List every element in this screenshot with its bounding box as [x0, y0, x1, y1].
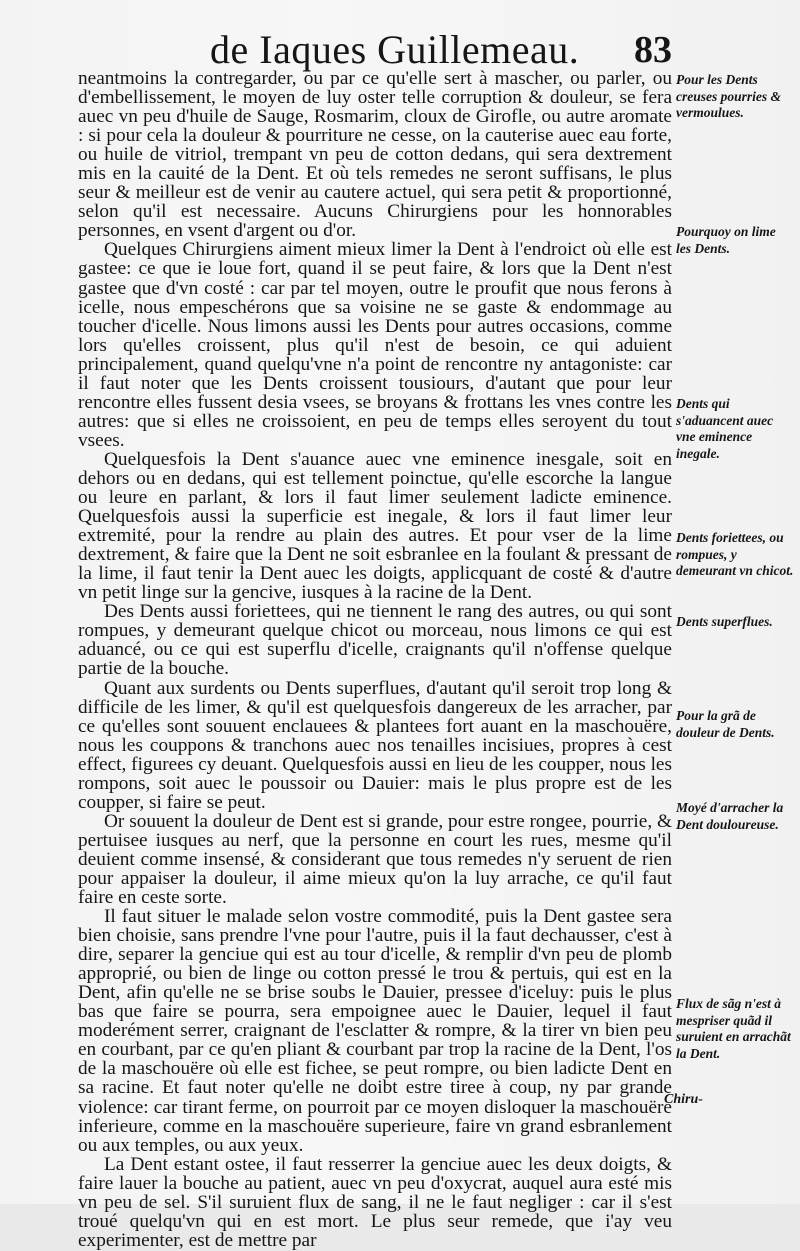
- paragraph-3: Quelquesfois la Dent s'auance auec vne eminence inesgale, soit en dehors ou en dedans, qui est tellement poinctue, qu'elle escorche la langue ou leure en parlant, & lors il faut limer seulement ladicte eminence. Quelquesfois aussi la superficie est inegale, & lors il faut limer leur extremité, pour la rendre au plain des autres. Et pour vser de la lime dextrement, & faire que la Dent ne soit esbranlee en la foulant & pressant de la lime, il faut tenir la Dent auec les doigts, applicquant de costé & d'autre vn petit linge sur la gencive, iusques à la racine de la Dent.: [78, 448, 672, 604]
- margin-note-uneven-teeth: Dents qui s'aduancent auec vne eminence inegale.: [676, 396, 774, 461]
- margin-note-toothache: Pour la grã de douleur de Dents.: [676, 708, 775, 740]
- paragraph-2: Quelques Chirurgiens aiment mieux limer la Dent à l'endroict où elle est gastee: ce que ie loue fort, quand il se peut faire, & lors que la Dent n'est gastee que d'vn costé : car par tel moyen, outre le proufit que nous ferons à icelle, nous empeschérons que sa voisine ne se gaste & endommage au toucher d'icelle. Nous limons aussi les Dents pour autres occasions, comme lors qu'elles croissent, plus qu'il n'est de besoin, ce qui aduient principalement, quand quelqu'vne n'a point de rencontre ny antagoniste: car il faut noter que les Dents croissent tousiours, d'autant que pour leur rencontre elles fussent desia vsees, se broyans & frottans les vnes contre les autres: que si elles ne croissoient, en peu de temps elles seroyent du tout vsees.: [78, 239, 672, 451]
- margin-note-extraction: Moyé d'arracher la Dent douloureuse.: [676, 800, 784, 832]
- paragraph-7: Il faut situer le malade selon vostre commodité, puis la Dent gastee sera bien choisie, sans prendre l'vne pour l'autre, puis il la faut dechausser, c'est à dire, separer la genciue qui est au tour d'icelle, & remplir d'vn peu de plomb approprié, ou bien de linge ou cotton pressé le trou & pertuis, qui est en la Dent, afin qu'elle ne se brise soubs le Dauier, pressee d'iceluy: puis le plus bas que faire se pourra, sera empoignee auec le Dauier, lequel il faut moderément serrer, craignant de l'esclatter & rompre, & la tirer vn bien peu en courbant, par ce qu'en pliant & courbant par trop la racine de la Dent, l'os de la maschouëre où elle est fichee, se peut rompre, ou bien ladicte Dent en sa racine. Et faut noter qu'elle ne doibt estre tiree à coup, ny par grande violence: car tirant ferme, on pourroit par ce moyen disloquer la maschouëre inferieure, comme en la maschouëre superieure, faire vn grand esbranlement ou aux temples, ou aux yeux.: [78, 906, 672, 1156]
- paragraph-8: La Dent estant ostee, il faut resserrer la genciue auec les deux doigts, & faire lauer la bouche au patient, auec vn peu d'oxycrat, auquel aura esté mis vn peu de sel. S'il suruient flux de sang, il ne le faut negliger : car il s'est troué quelqu'vn qui en est mort. Le plus seur remede, que i'ay veu experimenter, est de mettre par: [78, 1153, 672, 1251]
- catchword: Chiru-: [664, 1092, 703, 1107]
- page-number: 83: [634, 29, 672, 71]
- paragraph-5: Quant aux surdents ou Dents superflues, d'autant qu'il seroit trop long & difficile de les limer, & qu'il est quelquesfois dangereux de les arracher, par ce qu'elles sont souuent enclauees & plantees fort auant en la maschouëre, nous les couppons & tranchons auec nos tenailles incisiues, propres à cest effect, figurees cy deuant. Quelquesfois aussi en lieu de les coupper, nous les rompons, soit auec le poussoir ou Dauier: mais le plus propre est de les coupper, si faire se peut.: [78, 677, 672, 813]
- margin-note-why-file: Pourquoy on lime les Dents.: [676, 224, 776, 256]
- margin-note-bleeding: Flux de sãg n'est à mespriser quãd il suruient en arrachãt la Dent.: [676, 996, 791, 1061]
- margin-note-broken-teeth: Dents foriettees, ou rompues, y demeurant vn chicot.: [676, 530, 794, 578]
- margin-note-superfluous-teeth: Dents superflues.: [676, 614, 773, 629]
- paragraph-4: Des Dents aussi foriettees, qui ne tiennent le rang des autres, ou qui sont rompues, y demeurant quelque chicot ou morceau, nous limons ce qui est aduancé, ou ce qui est superflu d'icelle, craignants qu'il n'offense quelque partie de la bouche.: [78, 601, 672, 680]
- margin-note-hollow-teeth: Pour les Dents creuses pourries & vermoulues.: [676, 72, 782, 120]
- paragraph-1: neantmoins la contregarder, ou par ce qu'elle sert à mascher, ou parler, ou d'embellissement, le moyen de luy oster telle corruption & douleur, se fera auec vn peu d'huile de Sauge, Rosmarim, cloux de Girofle, ou autre aromate : si pour cela la douleur & pourriture ne cesse, on la cauterise auec eau forte, ou huile de vitriol, trempant vn peu de cotton dedans, qui sera dextrement mis en la cauité de la Dent. Et où tels remedes ne seront suffisans, le plus seur & meilleur est de venir au cautere actuel, qui sera petit & proportionné, selon qu'il est necessaire. Aucuns Chirurgiens pour les honnorables personnes, en vsent d'argent ou d'or.: [78, 68, 672, 242]
- running-head: de Iaques Guillemeau.: [210, 27, 580, 72]
- paragraph-6: Or souuent la douleur de Dent est si grande, pour estre rongee, pourrie, & pertuisee iusques au nerf, que la personne en court les rues, mesme qu'il deuient comme insensé, & considerant que tous remedes n'y seruent de rien pour appaiser la douleur, il aime mieux qu'on la luy arrache, ce qu'il faut faire en ceste sorte.: [78, 810, 672, 909]
- body-text: [78, 69, 672, 1250]
